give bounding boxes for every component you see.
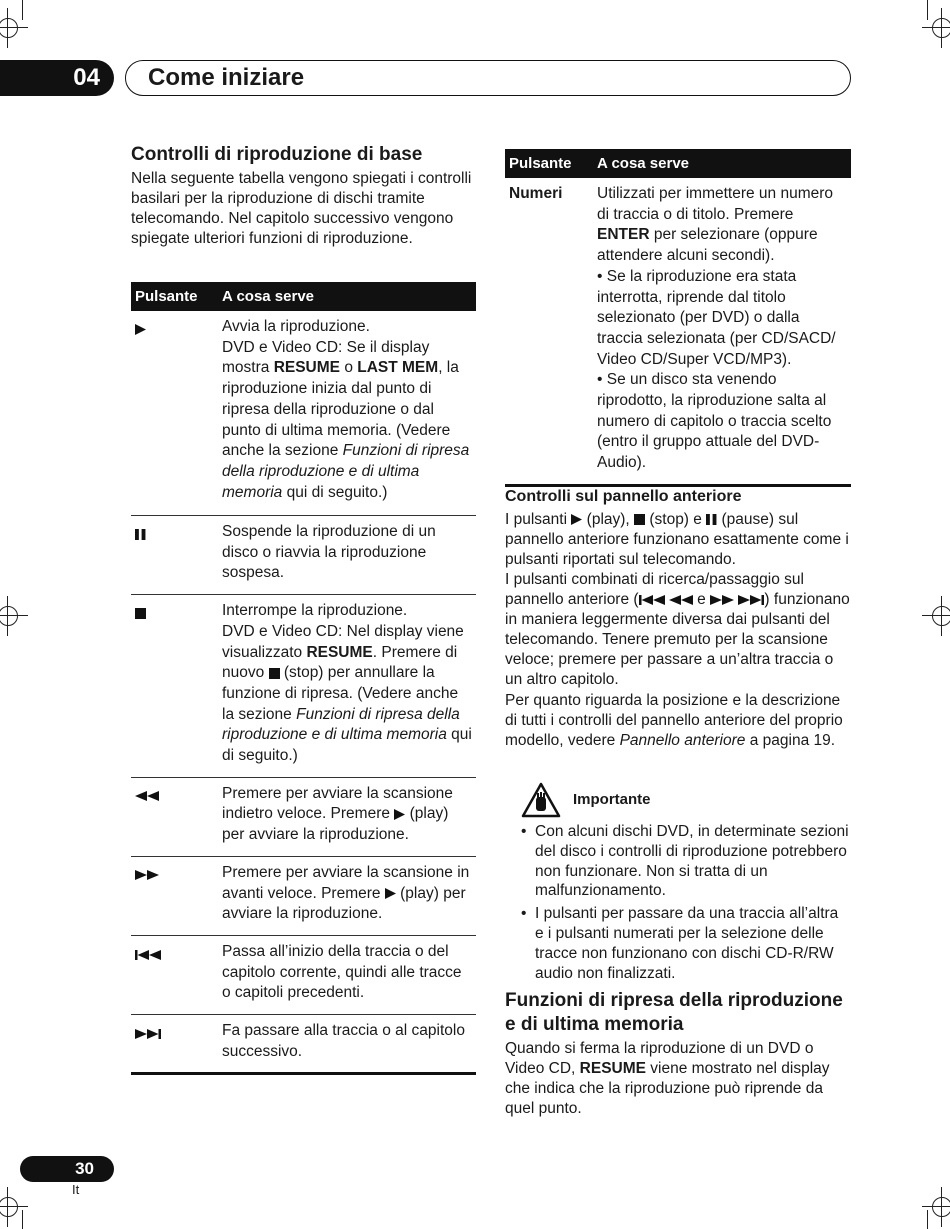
play-icon bbox=[571, 511, 582, 528]
previous-track-icon bbox=[135, 946, 161, 961]
rewind-icon bbox=[669, 591, 693, 608]
row-text: qui di seguito.) bbox=[282, 483, 388, 501]
important-label: Importante bbox=[573, 791, 651, 808]
resume-label: RESUME bbox=[306, 643, 373, 661]
table-header-button: Pulsante bbox=[131, 282, 218, 311]
registration-mark-bottom-left bbox=[0, 1193, 22, 1221]
row-text: (play) per avviare la riproduzione. bbox=[222, 884, 466, 923]
row-text: (play) per avviare la riproduzione. bbox=[222, 805, 449, 844]
registration-mark-mid-left bbox=[0, 602, 22, 630]
stop-icon bbox=[135, 605, 146, 620]
rewind-icon bbox=[135, 788, 159, 803]
front-panel-paragraph-2: I pulsanti combinati di ricerca/passaggio sul pannello anteriore ( e ) funzionano in maniera leggermente diversa dai pulsanti del telecomando. Tenere premuto per la scansione veloce; premere per passare a un’altra traccia o un altro capitolo. bbox=[505, 571, 850, 688]
row-text: per selezionare (oppure attendere alcuni secondi). bbox=[597, 226, 818, 265]
table-row bbox=[131, 311, 476, 516]
fast-forward-icon bbox=[135, 867, 159, 882]
row-text: Premere per avviare la scansione in avanti veloce. Premere bbox=[222, 863, 470, 902]
row-text: DVD e Video CD: Nel display viene visualizzato bbox=[222, 622, 464, 661]
registration-mark-mid-right bbox=[928, 602, 950, 630]
chapter-number-tab: 04 bbox=[0, 60, 114, 96]
next-track-icon bbox=[738, 591, 764, 608]
important-bullets bbox=[513, 822, 851, 986]
row-text: Utilizzati per immettere un numero di traccia o di titolo. Premere bbox=[597, 185, 834, 223]
row-text: Interrompe la riproduzione. bbox=[222, 602, 408, 620]
pause-icon bbox=[135, 526, 146, 541]
row-text: Sospende la riproduzione di un disco o riavvia la riproduzione sospesa. bbox=[222, 523, 436, 582]
row-text: • Se un disco sta venendo riprodotto, la riproduzione salta al numero di capitolo o traccia scelto (entro il gruppo attuale del DVD-Audio). bbox=[597, 371, 832, 472]
registration-mark-top-right bbox=[928, 14, 950, 42]
list-item: • Con alcuni dischi DVD, in determinate sezioni del disco i controlli di riproduzione potrebbero non funzionare. Non si tratta di un malfunzionamento. bbox=[513, 822, 851, 901]
crop-mark bbox=[927, 0, 928, 20]
pause-icon bbox=[706, 511, 717, 528]
table-row bbox=[505, 178, 851, 485]
list-item: • I pulsanti per passare da una traccia all’altra e i pulsanti numerati per la selezione delle tracce non funzionano con dischi CD-R/RW audio non finalizzati. bbox=[513, 904, 851, 983]
resume-paragraph: Quando si ferma la riproduzione di un DVD o Video CD, RESUME viene mostrato nel display che indica che la riproduzione può riprende da quel punto. bbox=[505, 1040, 830, 1117]
play-icon bbox=[394, 805, 405, 822]
play-icon bbox=[135, 321, 146, 336]
registration-mark-top-left bbox=[0, 14, 22, 42]
chapter-title: Come iniziare bbox=[125, 60, 851, 96]
crop-mark bbox=[927, 1210, 928, 1229]
row-text: o bbox=[340, 359, 358, 377]
page-number: 30 bbox=[20, 1156, 114, 1182]
last-mem-label: LAST MEM bbox=[357, 359, 439, 377]
cross-reference: Pannello anteriore bbox=[619, 732, 746, 749]
numbers-table bbox=[505, 149, 851, 487]
table-row bbox=[131, 935, 476, 1014]
row-text: . Premere di nuovo bbox=[222, 643, 458, 682]
stop-icon bbox=[634, 511, 645, 528]
fast-forward-icon bbox=[710, 591, 734, 608]
enter-label: ENTER bbox=[597, 226, 650, 244]
play-icon bbox=[385, 885, 396, 902]
row-text: Fa passare alla traccia o al capitolo successivo. bbox=[222, 1022, 465, 1060]
cross-reference: Funzioni di ripresa della riproduzione e di ultima memoria bbox=[222, 705, 460, 744]
table-row bbox=[131, 856, 476, 935]
crop-mark bbox=[22, 0, 23, 20]
row-text: (stop) per annullare la funzione di ripresa. (Vedere anche la sezione bbox=[222, 664, 459, 723]
row-text: • Se la riproduzione era stata interrotta, riprende dal titolo selezionato (per DVD) o dalla traccia selezionata (per CD/SACD/ Video CD/Super VCD/MP3). bbox=[597, 267, 836, 368]
warning-icon bbox=[521, 782, 561, 818]
resume-label: RESUME bbox=[273, 359, 341, 377]
table-header-purpose: A cosa serve bbox=[218, 282, 476, 311]
table-row bbox=[131, 516, 476, 595]
row-text: , la riproduzione inizia dal punto di ripresa della riproduzione o dal punto di ultima memoria. (Vedere anche la sezione bbox=[222, 359, 459, 460]
next-track-icon bbox=[135, 1025, 161, 1040]
numbers-label: Numeri bbox=[505, 178, 593, 485]
row-text: Premere per avviare la scansione indietro veloce. Premere bbox=[222, 784, 453, 823]
table-row bbox=[131, 595, 476, 778]
crop-mark bbox=[22, 1210, 23, 1229]
front-panel-paragraph-3: Per quanto riguarda la posizione e la descrizione di tutti i controlli del pannello anteriore del proprio modello, vedere Pannello anteriore a pagina 19. bbox=[505, 692, 843, 749]
section-heading-front-panel: Controlli sul pannello anteriore bbox=[505, 488, 742, 505]
table-header-button: Pulsante bbox=[505, 149, 593, 178]
row-text: Passa all’inizio della traccia o del capitolo corrente, quindi alle tracce o capitoli precedenti. bbox=[222, 942, 462, 1002]
resume-label: RESUME bbox=[579, 1060, 646, 1077]
registration-mark-bottom-right bbox=[928, 1193, 950, 1221]
table-row bbox=[131, 1015, 476, 1074]
table-header-purpose: A cosa serve bbox=[593, 149, 851, 178]
row-text: Avvia la riproduzione. bbox=[222, 318, 370, 335]
row-text: qui di seguito.) bbox=[222, 726, 472, 765]
language-code: It bbox=[72, 1182, 80, 1197]
section-heading-resume: Funzioni di ripresa della riproduzione e di ultima memoria bbox=[505, 990, 843, 1035]
stop-icon bbox=[269, 664, 280, 681]
cross-reference: Funzioni di ripresa della riproduzione e di ultima memoria bbox=[222, 442, 470, 501]
basic-controls-table bbox=[131, 282, 476, 1075]
previous-track-icon bbox=[639, 591, 665, 608]
basic-controls-intro: Nella seguente tabella vengono spiegati i controlli basilari per la riproduzione di dischi tramite telecomando. Nel capitolo successivo vengono spiegate ulteriori funzioni di riproduzione. bbox=[131, 170, 472, 247]
front-panel-paragraph-1: I pulsanti (play), (stop) e (pause) sul pannello anteriore funzionano esattamente come i pulsanti riportati sul telecomando. bbox=[505, 511, 849, 568]
section-heading-basic-controls: Controlli di riproduzione di base bbox=[131, 144, 423, 165]
table-row bbox=[131, 777, 476, 856]
row-text: DVD e Video CD: Se il display mostra bbox=[222, 338, 430, 377]
